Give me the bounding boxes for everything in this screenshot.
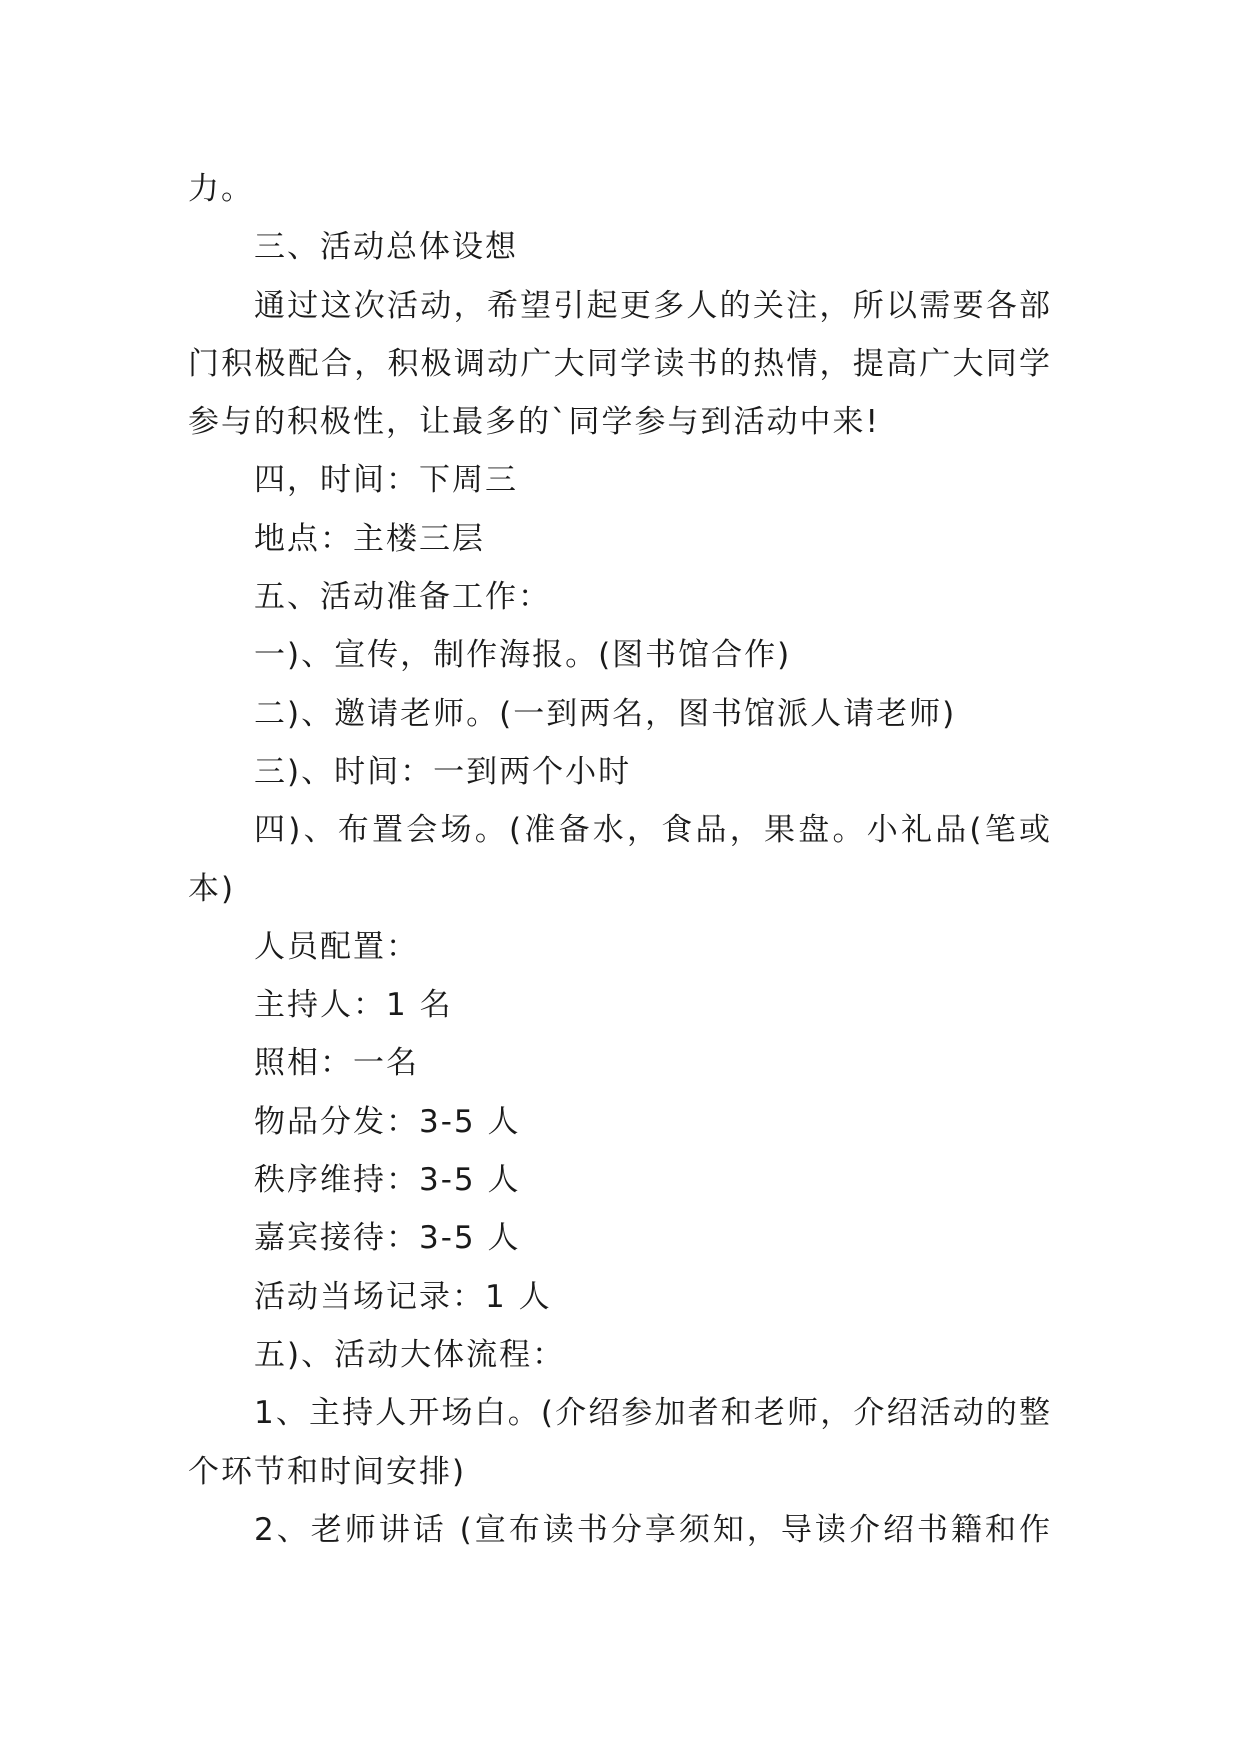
text-line: 二)、邀请老师。(一到两名，图书馆派人请老师)	[254, 695, 957, 732]
text-line: 主持人：1 名	[254, 987, 453, 1024]
text-line: 通过这次活动，希望引起更多人的关注，所以需要各部	[254, 287, 1052, 324]
text-line: 五)、活动大体流程：	[254, 1336, 566, 1373]
text-line: 物品分发：3-5 人	[254, 1103, 521, 1140]
text-line: 四)、布置会场。(准备水，食品，果盘。小礼品(笔或	[254, 812, 1052, 849]
text-line: 地点：主楼三层	[254, 520, 485, 557]
text-line: 四，时间：下周三	[254, 462, 518, 499]
text-line: 秩序维持：3-5 人	[254, 1162, 521, 1199]
text-line: 嘉宾接待：3-5 人	[254, 1220, 521, 1257]
document-body	[188, 160, 1052, 1559]
text-line: 本)	[188, 870, 236, 907]
text-line: 2、老师讲话 (宣布读书分享须知，导读介绍书籍和作	[254, 1511, 1052, 1548]
text-line: 三)、时间：一到两个小时	[254, 753, 632, 790]
text-line: 力。	[188, 171, 254, 207]
text-line: 个环节和时间安排)	[188, 1453, 467, 1490]
text-line: 活动当场记录：1 人	[254, 1278, 552, 1315]
text-line: 照相：一名	[254, 1045, 419, 1082]
text-line: 门积极配合，积极调动广大同学读书的热情，提高广大同学	[188, 345, 1052, 382]
text-line: 一)、宣传，制作海报。(图书馆合作)	[254, 637, 792, 674]
text-line: 三、活动总体设想	[254, 229, 518, 266]
text-line: 参与的积极性，让最多的`同学参与到活动中来!	[188, 404, 880, 441]
text-line: 1、主持人开场白。(介绍参加者和老师，介绍活动的整	[254, 1395, 1052, 1432]
text-line: 人员配置：	[254, 928, 419, 965]
text-line: 五、活动准备工作：	[254, 579, 551, 616]
